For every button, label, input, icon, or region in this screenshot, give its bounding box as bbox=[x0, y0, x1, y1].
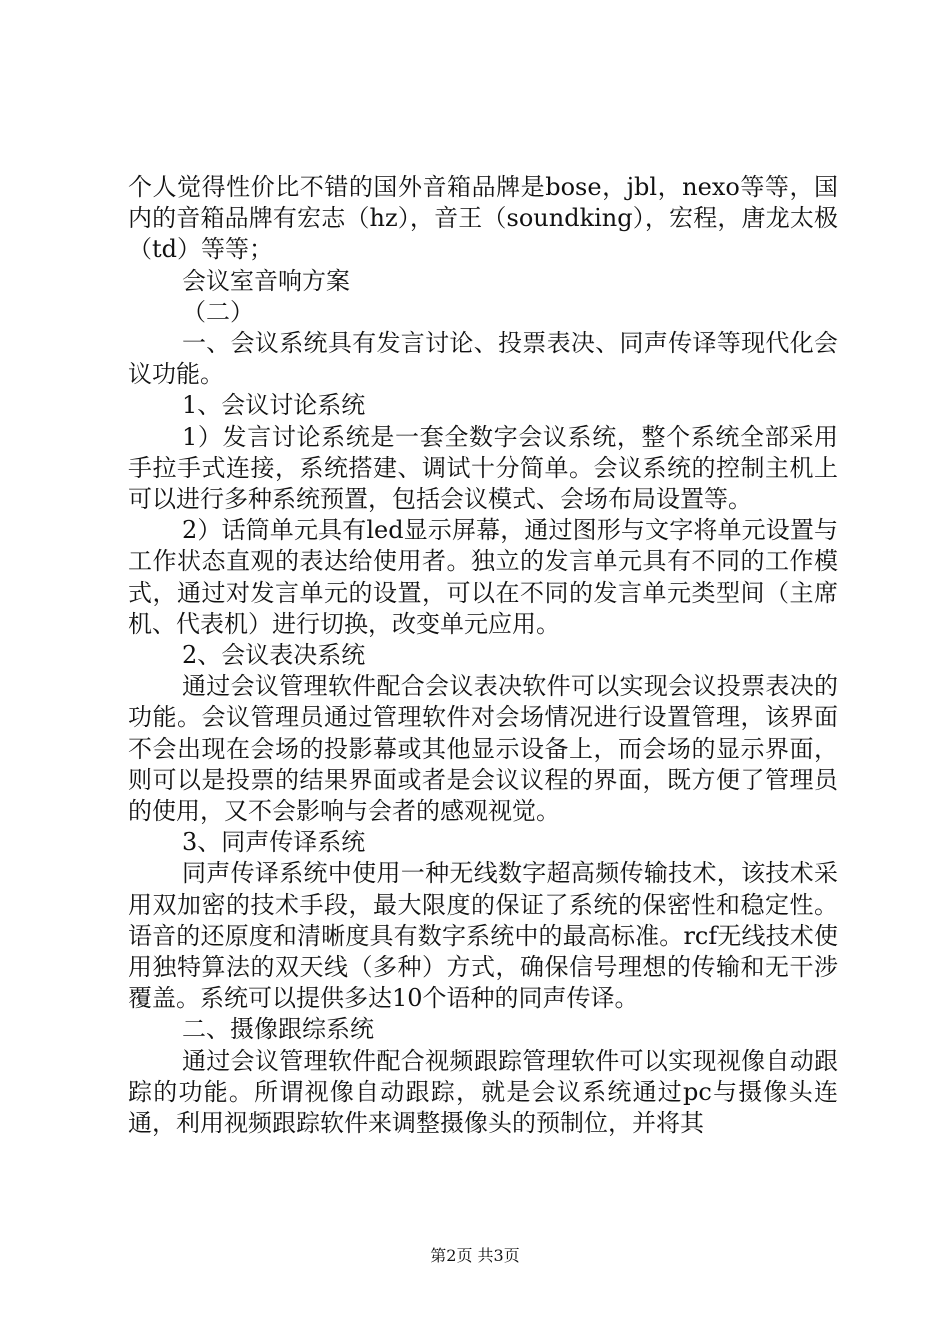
paragraph: 个人觉得性价比不错的国外音箱品牌是bose，jbl，nexo等等，国内的音箱品牌有宏志（hz），音王（soundking），宏程，唐龙太极（td）等等； bbox=[128, 173, 838, 264]
section-heading: 会议室音响方案 bbox=[182, 266, 350, 295]
document-body bbox=[128, 172, 838, 1139]
paragraph: 一、会议系统具有发言讨论、投票表决、同声传译等现代化会议功能。 bbox=[128, 329, 838, 389]
paragraph: 通过会议管理软件配合视频跟踪管理软件可以实现视像自动跟踪的功能。所谓视像自动跟踪，就是会议系统通过pc与摄像头连通，利用视频跟踪软件来调整摄像头的预制位，并将其 bbox=[128, 1046, 838, 1138]
paragraph: 通过会议管理软件配合会议表决软件可以实现会议投票表决的功能。会议管理员通过管理软件对会场情况进行设置管理，该界面不会出现在会场的投影幕或其他显示设备上，而会场的显示界面，则可以是投票的结果界面或者是会议议程的界面，既方便了管理员的使用，又不会影响与会者的感观视觉。 bbox=[128, 672, 838, 826]
section-heading: 1、会议讨论系统 bbox=[182, 391, 366, 420]
page-number-footer: 第2页 共3页 bbox=[430, 1246, 520, 1265]
section-heading: 3、同声传译系统 bbox=[182, 828, 366, 857]
section-heading: 二、摄像跟综系统 bbox=[182, 1015, 374, 1044]
paragraph: 1）发言讨论系统是一套全数字会议系统，整个系统全部采用手拉手式连接，系统搭建、调试十分简单。会议系统的控制主机上可以进行多种系统预置，包括会议模式、会场布局设置等。 bbox=[128, 422, 838, 514]
paragraph: 同声传译系统中使用一种无线数字超高频传输技术，该技术采用双加密的技术手段，最大限度的保证了系统的保密性和稳定性。语音的还原度和清晰度具有数字系统中的最高标准。rcf无线技术使用独特算法的双天线（多种）方式，确保信号理想的传输和无干涉覆盖。系统可以提供多达10个语种的同声传译。 bbox=[128, 859, 838, 1013]
paragraph: 2）话筒单元具有led显示屏幕，通过图形与文字将单元设置与工作状态直观的表达给使用者。独立的发言单元具有不同的工作模式，通过对发言单元的设置，可以在不同的发言单元类型间（主席机、代表机）进行切换，改变单元应用。 bbox=[128, 516, 838, 638]
section-subheading: （二） bbox=[182, 297, 254, 326]
section-heading: 2、会议表决系统 bbox=[182, 641, 366, 670]
